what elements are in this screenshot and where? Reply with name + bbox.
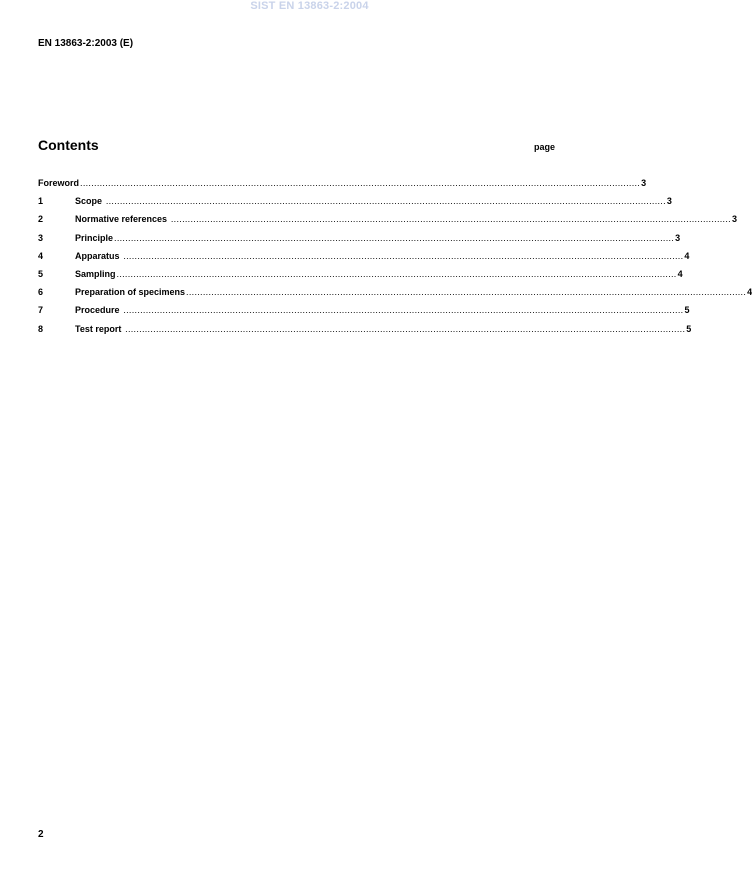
toc-entry-number: 8	[38, 323, 44, 334]
toc-entry-title: Scope	[75, 196, 103, 207]
contents-heading: Contents	[38, 137, 99, 153]
toc-entry-title: Foreword	[38, 178, 80, 188]
toc-entry-preparation-of-specimens[interactable]	[38, 286, 752, 304]
toc-leader: ........................................................................................................................................................................................................	[186, 287, 747, 298]
toc-entry-number: 4	[38, 250, 44, 261]
toc-entry-number: 1	[38, 196, 44, 207]
toc-entry-apparatus[interactable]	[38, 250, 690, 268]
toc-entry-title: Apparatus	[75, 250, 120, 261]
toc-entry-number: 3	[38, 232, 44, 243]
toc-entry-page: 3	[666, 196, 672, 207]
toc-entry-number: 7	[38, 305, 44, 316]
toc-leader: ........................................................................................................................................................................................................	[80, 178, 641, 188]
toc-entry-page: 4	[684, 250, 690, 261]
toc-entry-title: Principle	[75, 232, 114, 243]
toc-entry-title: Procedure	[75, 305, 120, 316]
toc-entry-scope[interactable]	[38, 195, 672, 213]
toc-entry-number: 2	[38, 214, 44, 225]
page-number: 2	[38, 829, 44, 840]
toc-entry-principle[interactable]	[38, 232, 681, 250]
toc-entry-title: Test report	[75, 323, 122, 334]
toc-entry-page: 4	[677, 268, 683, 279]
page-column-label: page	[534, 142, 556, 152]
toc-entry-page: 4	[747, 287, 752, 298]
toc-entry-test-report[interactable]	[38, 323, 692, 341]
toc-leader: ........................................................................................................................................................................................................	[122, 323, 686, 334]
toc-entry-page: 3	[675, 232, 681, 243]
toc-leader: ........................................................................................................................................................................................................	[120, 305, 684, 316]
table-of-contents	[38, 177, 752, 341]
watermark: SIST EN 13863-2:2004	[250, 0, 369, 12]
toc-entry-number: 6	[38, 287, 44, 298]
document-id: EN 13863-2:2003 (E)	[38, 38, 134, 49]
toc-leader: ........................................................................................................................................................................................................	[103, 196, 666, 207]
toc-leader: ........................................................................................................................................................................................................	[168, 214, 731, 225]
toc-entry-normative-references[interactable]	[38, 213, 737, 231]
toc-leader: ........................................................................................................................................................................................................	[116, 268, 677, 279]
toc-entry-title: Normative references	[75, 214, 168, 225]
toc-entry-title: Sampling	[75, 268, 116, 279]
toc-entry-page: 3	[641, 178, 647, 188]
toc-entry-number: 5	[38, 268, 44, 279]
toc-entry-procedure[interactable]	[38, 304, 690, 322]
toc-entry-page: 5	[686, 323, 692, 334]
toc-leader: ........................................................................................................................................................................................................	[114, 232, 675, 243]
toc-entry-foreword[interactable]	[38, 177, 647, 195]
toc-leader: ........................................................................................................................................................................................................	[120, 250, 684, 261]
toc-entry-page: 5	[684, 305, 690, 316]
toc-entry-sampling[interactable]	[38, 268, 683, 286]
toc-entry-page: 3	[731, 214, 737, 225]
toc-entry-title: Preparation of specimens	[75, 287, 186, 298]
